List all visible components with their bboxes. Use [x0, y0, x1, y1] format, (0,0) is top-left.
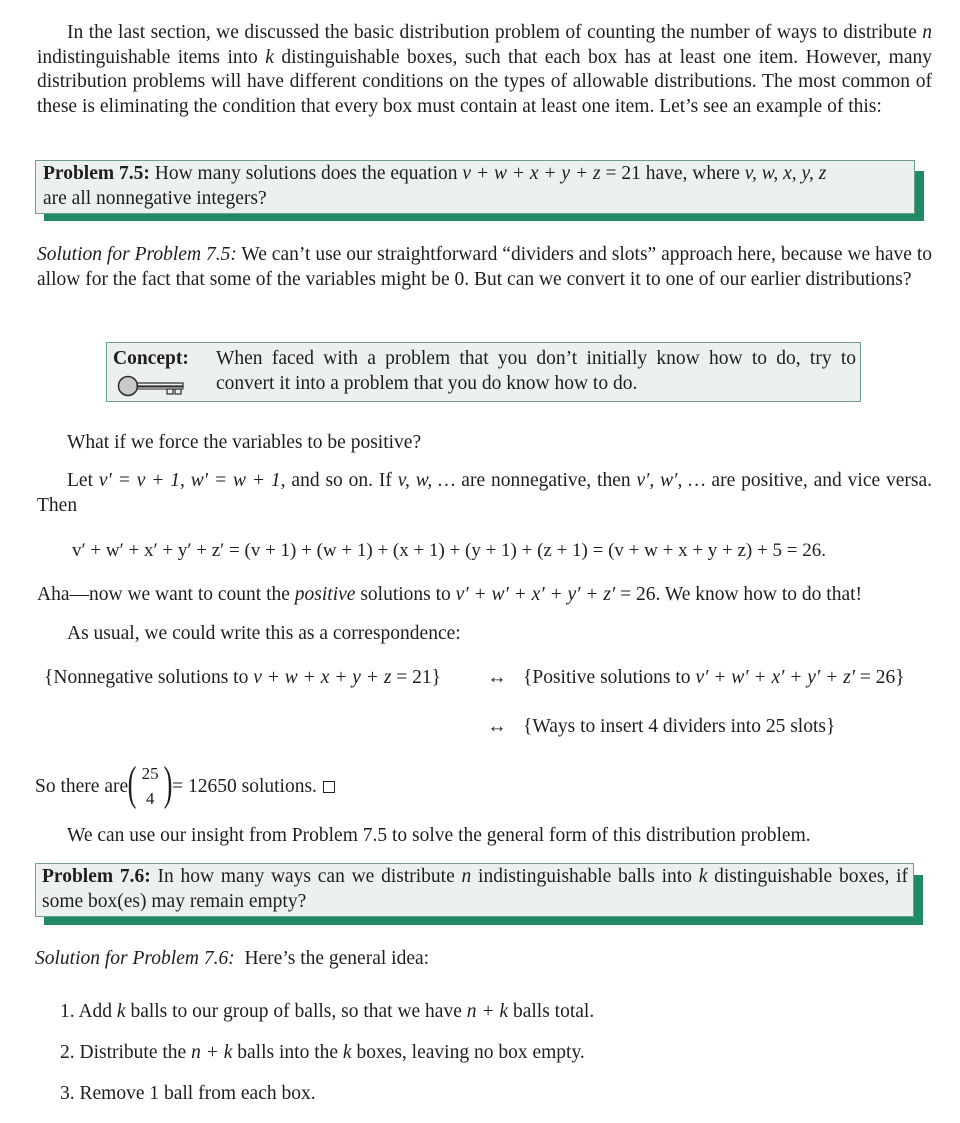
steps-list [60, 1000, 920, 1123]
list-item: 1. Add k balls to our group of balls, so that we have n + k balls total. [60, 1001, 595, 1022]
question-text: What if we force the variables to be positive? [67, 432, 422, 453]
as-usual-text: As usual, we could write this as a correspondence: [67, 623, 461, 644]
intro-paragraph: In the last section, we discussed the basic distribution problem of counting the number of ways to distribute n indistinguishable items into k distinguishable boxes, such that each box has at least one item. However, many distribution problems will have different conditions on the types of allowable distributions. The most common of these is eliminating the condition that every box must contain at least one item. Let’s see an example of this: [37, 22, 932, 117]
var-k: k [265, 46, 274, 68]
problem-7-5-box [35, 160, 915, 214]
correspondence-right-2: {Ways to insert 4 dividers into 25 slots} [523, 716, 836, 737]
problem-label: Problem 7.5: [43, 163, 150, 184]
concept-box [106, 342, 861, 402]
list-item: 3. Remove 1 ball from each box. [60, 1083, 316, 1104]
result-line: So there are ( 25 4 ) = 12650 solutions. [35, 762, 335, 812]
qed-square-icon [323, 781, 335, 793]
let-paragraph: Let v′ = v + 1, w′ = w + 1, and so on. If v, w, … are nonnegative, then v′, w′, … are positive, and vice versa. Then [37, 470, 933, 516]
problem-7-6-text: Problem 7.6: In how many ways can we distribute n indistinguishable balls into k distinguishable boxes, if some box(es) may remain empty? [42, 866, 909, 912]
problem-7-5-text: Problem 7.5: How many solutions does the equation v + w + x + y + z = 21 have, where v, w, x, y, z are all nonnegative integers? [43, 163, 827, 209]
bijection-arrow-icon: ↔ [487, 716, 507, 737]
solution-7-5: Solution for Problem 7.5: We can’t use our straightforward “dividers and slots” approach here, because we have to allow for the fact that some of the variables might be 0. But can we convert it to one of our earlier distributions? [37, 244, 933, 290]
problem-label: Problem 7.6: [42, 866, 151, 887]
display-equation: v′ + w′ + x′ + y′ + z′ = (v + 1) + (w + 1) + (x + 1) + (y + 1) + (z + 1) = (v + w + x + y + z) + 5 = 26. [72, 540, 826, 561]
concept-text: When faced with a problem that you don’t initially know how to do, try to convert it into a problem that you do know how to do. [216, 348, 856, 394]
problem-7-6-box [35, 863, 914, 917]
concept-label: Concept: [113, 348, 189, 369]
key-icon [117, 375, 187, 397]
solution-label: Solution for Problem 7.5: [37, 244, 237, 265]
var-n: n [922, 22, 932, 43]
bijection-arrow-icon: ↔ [487, 667, 507, 688]
list-item: 2. Distribute the n + k balls into the k boxes, leaving no box empty. [60, 1042, 585, 1063]
correspondence-right-1: {Positive solutions to v′ + w′ + x′ + y′ + z′ = 26} [523, 667, 905, 688]
aha-paragraph: Aha—now we want to count the positive solutions to v′ + w′ + x′ + y′ + z′ = 26. We know how to do that! [37, 584, 863, 605]
binomial-coefficient: ( 25 4 ) [127, 757, 173, 810]
solution-7-6: Solution for Problem 7.6: Here’s the general idea: [35, 948, 430, 969]
correspondence-left: {Nonnegative solutions to v + w + x + y + z = 21} [44, 667, 442, 688]
insight-text: We can use our insight from Problem 7.5 to solve the general form of this distribution problem. [67, 825, 811, 846]
solution-label: Solution for Problem 7.6: [35, 948, 235, 969]
